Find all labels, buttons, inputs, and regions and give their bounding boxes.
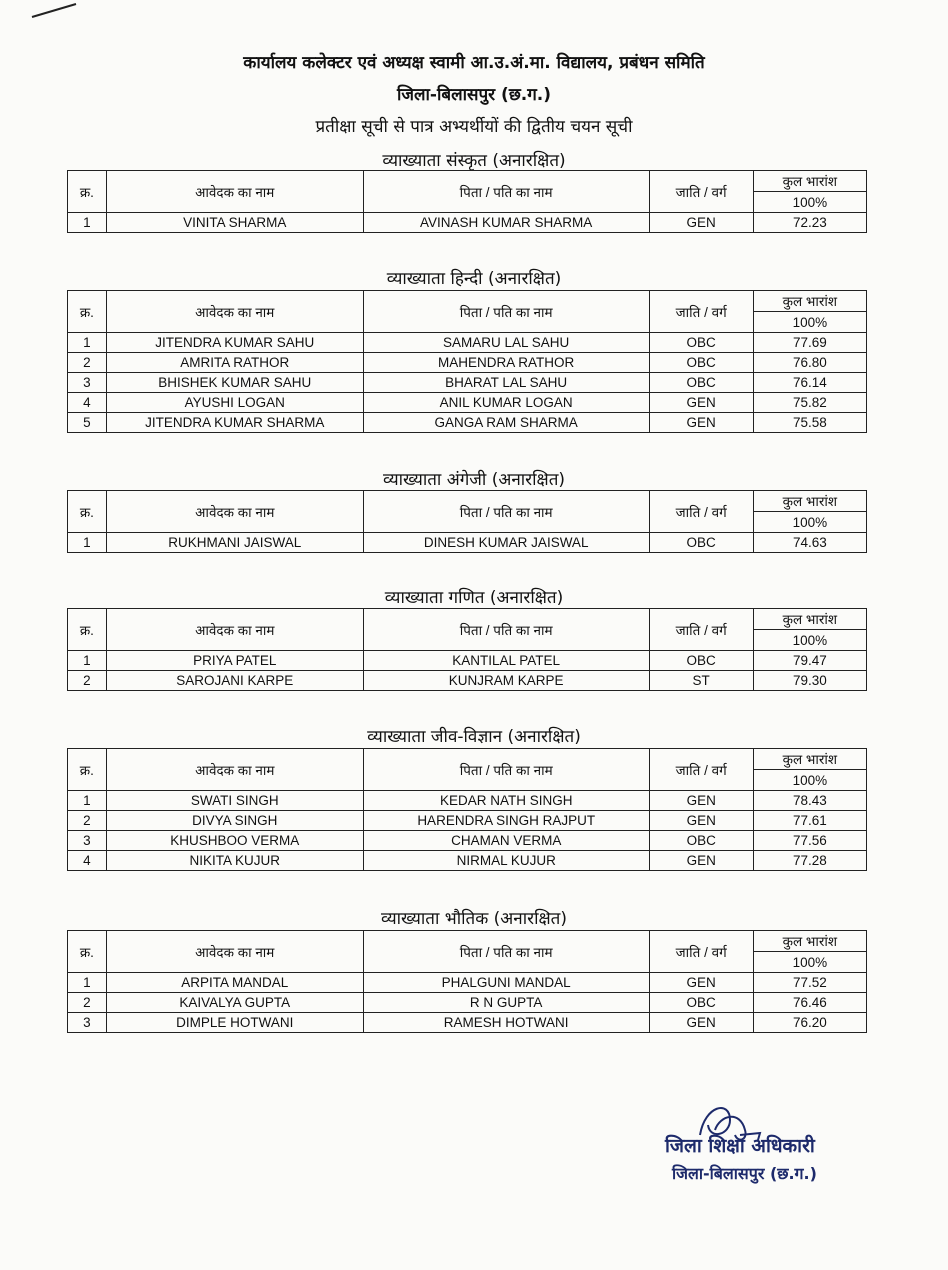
col-total: कुल भारांश [753,931,866,952]
table-row [68,333,867,353]
cell-category: GEN [649,1013,753,1033]
cell-score: 79.47 [753,651,866,671]
col-father: पिता / पति का नाम [363,609,649,651]
cell-father: ANIL KUMAR LOGAN [363,393,649,413]
col-sn: क्र. [68,491,107,533]
cell-father: AVINASH KUMAR SHARMA [363,213,649,233]
cell-name: KAIVALYA GUPTA [106,993,363,1013]
section-title-maths: व्याख्याता गणित (अनारक्षित) [384,588,564,608]
table-row [68,353,867,373]
cell-sn: 3 [68,373,107,393]
col-name: आवेदक का नाम [106,609,363,651]
col-name: आवेदक का नाम [106,931,363,973]
cell-score: 78.43 [753,791,866,811]
table-row [68,393,867,413]
col-father: पिता / पति का नाम [363,931,649,973]
cell-name: KHUSHBOO VERMA [106,831,363,851]
cell-father: SAMARU LAL SAHU [363,333,649,353]
section-title-english: व्याख्याता अंगेजी (अनारक्षित) [382,470,566,490]
cell-name: BHISHEK KUMAR SAHU [106,373,363,393]
cell-category: GEN [649,791,753,811]
cell-category: GEN [649,973,753,993]
cell-name: NIKITA KUJUR [106,851,363,871]
cell-sn: 4 [68,393,107,413]
section-title-physics: व्याख्याता भौतिक (अनारक्षित) [380,909,567,929]
cell-name: RUKHMANI JAISWAL [106,533,363,553]
cell-name: SWATI SINGH [106,791,363,811]
col-percent: 100% [753,770,866,791]
col-category: जाति / वर्ग [649,931,753,973]
cell-sn: 2 [68,993,107,1013]
table-maths [67,608,867,691]
cell-score: 77.52 [753,973,866,993]
cell-category: OBC [649,993,753,1013]
cell-father: CHAMAN VERMA [363,831,649,851]
table-row [68,791,867,811]
cell-sn: 2 [68,671,107,691]
cell-score: 77.28 [753,851,866,871]
cell-father: BHARAT LAL SAHU [363,373,649,393]
cell-score: 72.23 [753,213,866,233]
cell-score: 76.14 [753,373,866,393]
cell-father: NIRMAL KUJUR [363,851,649,871]
col-category: जाति / वर्ग [649,749,753,791]
cell-sn: 1 [68,651,107,671]
table-row [68,851,867,871]
table-physics [67,930,867,1033]
cell-name: JITENDRA KUMAR SHARMA [106,413,363,433]
cell-father: HARENDRA SINGH RAJPUT [363,811,649,831]
cell-name: ARPITA MANDAL [106,973,363,993]
cell-name: DIMPLE HOTWANI [106,1013,363,1033]
col-category: जाति / वर्ग [649,171,753,213]
table-row [68,993,867,1013]
col-percent: 100% [753,312,866,333]
cell-name: SAROJANI KARPE [106,671,363,691]
cell-score: 75.82 [753,393,866,413]
col-total: कुल भारांश [753,171,866,192]
cell-sn: 1 [68,791,107,811]
cell-score: 76.20 [753,1013,866,1033]
office-title: कार्यालय कलेक्टर एवं अध्यक्ष स्वामी आ.उ.अं.मा. विद्यालय, प्रबंधन समिति [243,53,705,73]
signature-title: जिला शिक्षा अधिकारी [665,1135,815,1157]
table-row [68,671,867,691]
cell-father: R N GUPTA [363,993,649,1013]
signature-place: जिला-बिलासपुर (छ.ग.) [672,1164,817,1183]
col-category: जाति / वर्ग [649,491,753,533]
cell-name: JITENDRA KUMAR SAHU [106,333,363,353]
section-title-sanskrit: व्याख्याता संस्कृत (अनारक्षित) [382,151,566,171]
col-total: कुल भारांश [753,609,866,630]
col-name: आवेदक का नाम [106,291,363,333]
cell-score: 77.56 [753,831,866,851]
cell-score: 77.61 [753,811,866,831]
table-row [68,213,867,233]
cell-category: GEN [649,393,753,413]
col-total: कुल भारांश [753,291,866,312]
col-percent: 100% [753,952,866,973]
col-sn: क्र. [68,749,107,791]
cell-father: KANTILAL PATEL [363,651,649,671]
cell-father: KEDAR NATH SINGH [363,791,649,811]
table-english [67,490,867,553]
cell-score: 76.80 [753,353,866,373]
cell-score: 76.46 [753,993,866,1013]
cell-sn: 1 [68,213,107,233]
district-title: जिला-बिलासपुर (छ.ग.) [396,85,551,105]
col-category: जाति / वर्ग [649,291,753,333]
cell-father: KUNJRAM KARPE [363,671,649,691]
cell-father: DINESH KUMAR JAISWAL [363,533,649,553]
col-total: कुल भारांश [753,749,866,770]
cell-sn: 2 [68,811,107,831]
cell-name: AMRITA RATHOR [106,353,363,373]
cell-name: VINITA SHARMA [106,213,363,233]
table-row [68,651,867,671]
cell-category: OBC [649,373,753,393]
cell-category: GEN [649,413,753,433]
table-row [68,373,867,393]
cell-category: GEN [649,851,753,871]
cell-category: OBC [649,651,753,671]
cell-score: 75.58 [753,413,866,433]
cell-category: OBC [649,353,753,373]
list-title: प्रतीक्षा सूची से पात्र अभ्यर्थीयों की द्वितीय चयन सूची [315,117,633,137]
col-percent: 100% [753,630,866,651]
col-father: पिता / पति का नाम [363,491,649,533]
cell-sn: 5 [68,413,107,433]
table-hindi [67,290,867,433]
cell-father: PHALGUNI MANDAL [363,973,649,993]
col-name: आवेदक का नाम [106,171,363,213]
col-name: आवेदक का नाम [106,749,363,791]
col-father: पिता / पति का नाम [363,171,649,213]
cell-name: AYUSHI LOGAN [106,393,363,413]
col-percent: 100% [753,192,866,213]
table-row [68,973,867,993]
cell-sn: 2 [68,353,107,373]
table-sanskrit [67,170,867,233]
table-row [68,811,867,831]
col-sn: क्र. [68,171,107,213]
cell-category: GEN [649,811,753,831]
cell-score: 74.63 [753,533,866,553]
cell-father: RAMESH HOTWANI [363,1013,649,1033]
section-title-biology: व्याख्याता जीव-विज्ञान (अनारक्षित) [367,727,581,747]
table-row [68,1013,867,1033]
cell-category: OBC [649,831,753,851]
col-category: जाति / वर्ग [649,609,753,651]
cell-sn: 1 [68,533,107,553]
col-father: पिता / पति का नाम [363,291,649,333]
col-total: कुल भारांश [753,491,866,512]
col-sn: क्र. [68,931,107,973]
col-name: आवेदक का नाम [106,491,363,533]
cell-father: MAHENDRA RATHOR [363,353,649,373]
col-father: पिता / पति का नाम [363,749,649,791]
cell-category: GEN [649,213,753,233]
cell-sn: 3 [68,1013,107,1033]
cell-score: 77.69 [753,333,866,353]
cell-category: OBC [649,333,753,353]
table-biology [67,748,867,871]
cell-score: 79.30 [753,671,866,691]
cell-name: PRIYA PATEL [106,651,363,671]
cell-name: DIVYA SINGH [106,811,363,831]
cell-sn: 1 [68,973,107,993]
cell-sn: 3 [68,831,107,851]
cell-category: OBC [649,533,753,553]
col-sn: क्र. [68,609,107,651]
table-row [68,413,867,433]
pen-mark [30,2,78,20]
cell-sn: 1 [68,333,107,353]
cell-sn: 4 [68,851,107,871]
cell-category: ST [649,671,753,691]
table-row [68,533,867,553]
col-sn: क्र. [68,291,107,333]
cell-father: GANGA RAM SHARMA [363,413,649,433]
col-percent: 100% [753,512,866,533]
table-row [68,831,867,851]
section-title-hindi: व्याख्याता हिन्दी (अनारक्षित) [386,269,562,289]
